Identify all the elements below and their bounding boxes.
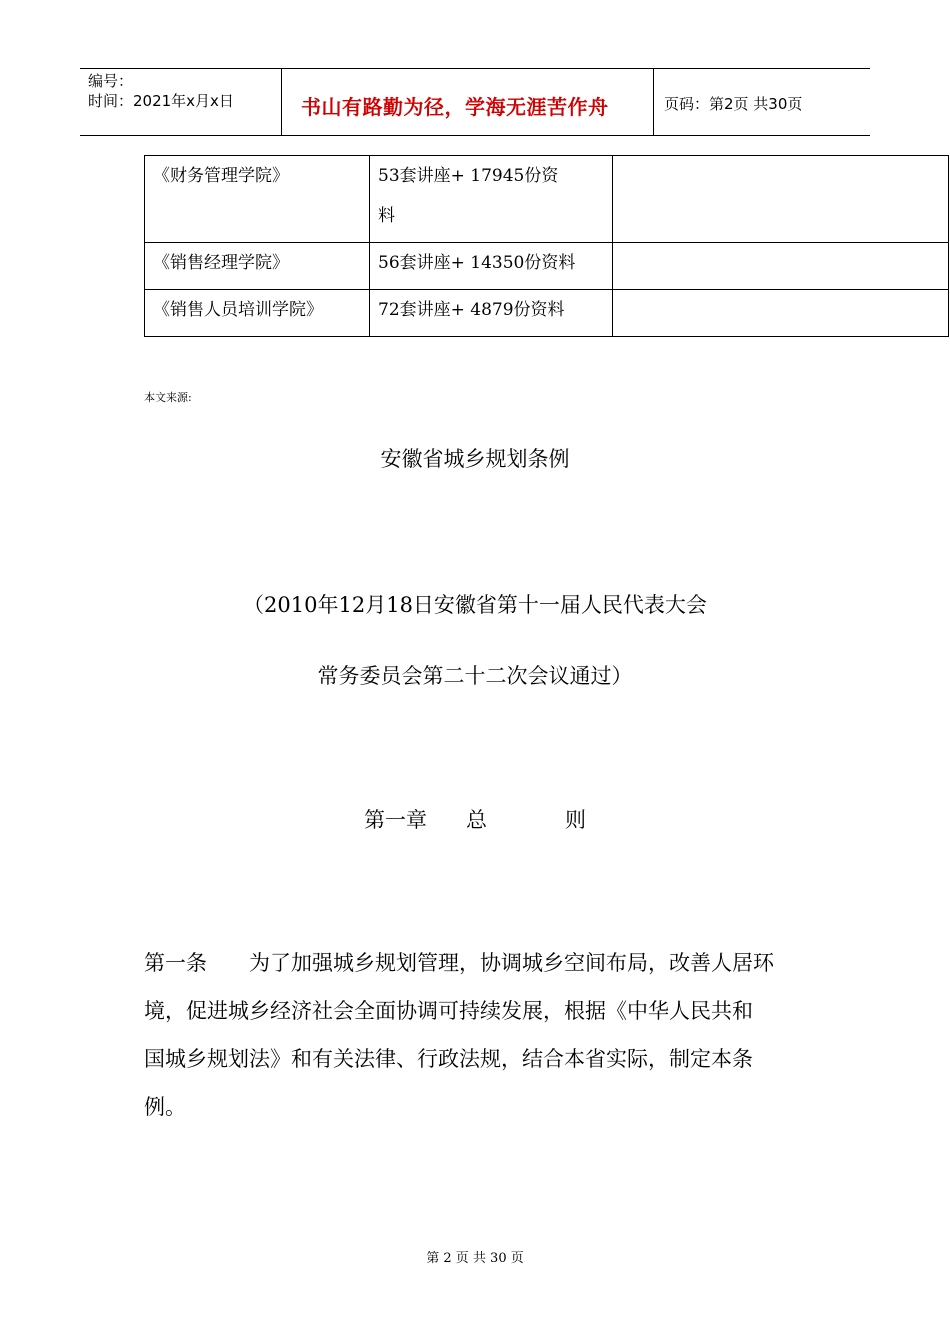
header-top-rule [80, 68, 870, 69]
doc-title: 安徽省城乡规划条例 [380, 447, 570, 471]
resource-table [144, 155, 949, 337]
chapter-title-char: 总 [466, 808, 487, 832]
article-1-line [144, 940, 774, 986]
table-cell-content [370, 156, 613, 243]
table-cell-content: 56套讲座+ 14350份资料 [370, 243, 613, 290]
table-cell-name: 《财务管理学院》 [145, 156, 370, 243]
header-motto: 书山有路勤为径，学海无涯苦作舟 [301, 95, 609, 119]
source-label: 本文来源: [144, 391, 192, 404]
table-cell-extra [613, 243, 949, 290]
header-divider-right [653, 68, 654, 136]
footer-page-number: 第 2 页 共 30 页 [426, 1251, 524, 1266]
table-cell-content-line: 53套讲座+ 17945份资 [378, 166, 559, 186]
table-cell-name: 《销售人员培训学院》 [145, 290, 370, 337]
doc-subtitle-line2: 常务委员会第二十二次会议通过） [317, 664, 633, 688]
article-label: 第一条 [144, 951, 207, 975]
article-1-line: 国城乡规划法》和有关法律、行政法规，结合本省实际，制定本条 [144, 1047, 753, 1071]
doc-subtitle-line1: （2010年12月18日安徽省第十一届人民代表大会 [243, 593, 707, 617]
article-1-line: 例。 [144, 1095, 186, 1119]
article-1-line: 境，促进城乡经济社会全面协调可持续发展，根据《中华人民共和 [144, 999, 753, 1023]
table-cell-name: 《销售经理学院》 [145, 243, 370, 290]
table-row [145, 156, 949, 243]
header-divider-left [281, 68, 282, 136]
table-row [145, 243, 949, 290]
doc-number-label: 编号： [88, 72, 134, 90]
header-page-info: 页码：第2页 共30页 [664, 95, 803, 113]
table-cell-extra [613, 156, 949, 243]
doc-date-label: 时间：2021年x月x日 [88, 92, 234, 110]
chapter-label: 第一章 [364, 808, 427, 832]
article-text: 为了加强城乡规划管理，协调城乡空间布局，改善人居环 [249, 951, 774, 975]
chapter-title-char: 则 [565, 808, 586, 832]
table-cell-content: 72套讲座+ 4879份资料 [370, 290, 613, 337]
table-cell-content-line: 料 [378, 206, 395, 226]
table-cell-extra [613, 290, 949, 337]
header-bottom-rule [80, 135, 870, 136]
table-row [145, 290, 949, 337]
